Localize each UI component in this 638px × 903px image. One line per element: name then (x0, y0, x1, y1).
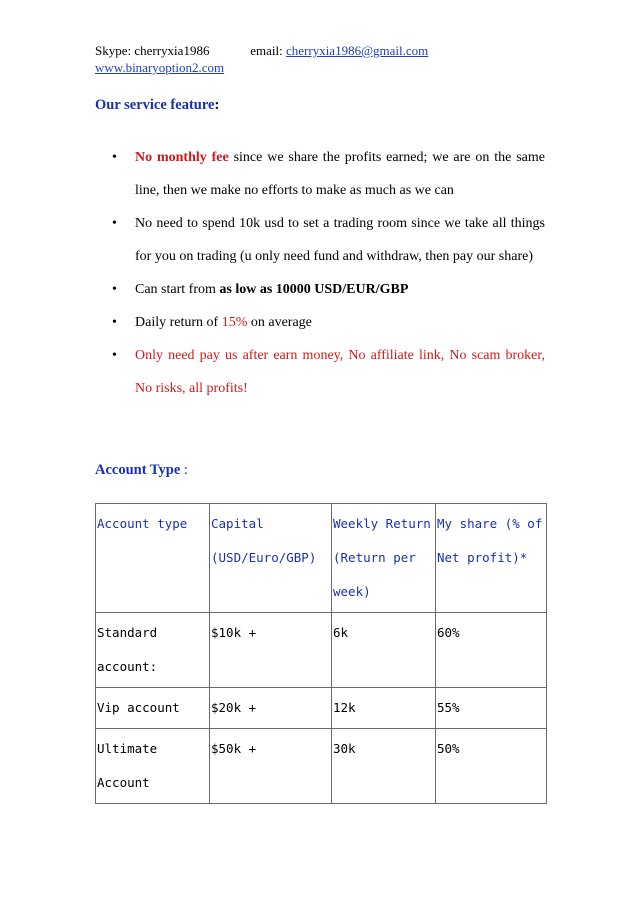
feature-text: Only need pay us after earn money, No affiliate link, No scam broker, No risks, all profits! (135, 348, 545, 396)
feature-item (95, 306, 545, 339)
bullet-icon: • (112, 150, 117, 165)
feature-item (95, 207, 545, 273)
feature-item (95, 339, 545, 405)
feature-text: on average (247, 315, 312, 330)
feature-text: No need to spend 10k usd to set a trading room since we take all things for you on trading (u only need fund and withdraw, then pay our share) (135, 216, 545, 264)
service-heading (95, 97, 219, 114)
table-row (96, 688, 547, 729)
table-cell: 50% (436, 729, 547, 804)
feature-text: Can start from (135, 282, 220, 297)
account-heading-colon: : (180, 462, 188, 478)
table-cell: 6k (332, 613, 436, 688)
table-row (96, 613, 547, 688)
column-header: Capital (USD/Euro/GBP) (210, 504, 332, 613)
skype-id: Skype: cherryxia1986 (95, 43, 210, 58)
table-cell: $20k + (210, 688, 332, 729)
table-cell: 30k (332, 729, 436, 804)
feature-list (95, 141, 545, 405)
bullet-icon: • (112, 315, 117, 330)
feature-item (95, 273, 545, 306)
column-header: Weekly Return (Return per week) (332, 504, 436, 613)
table-row (96, 729, 547, 804)
feature-item (95, 141, 545, 207)
table-cell: $50k + (210, 729, 332, 804)
table-cell: Vip account (96, 688, 210, 729)
service-heading-colon: : (214, 97, 220, 113)
feature-text: No monthly fee (135, 150, 229, 165)
table-cell: 55% (436, 688, 547, 729)
contact-block (95, 42, 428, 76)
email-link[interactable]: cherryxia1986@gmail.com (286, 43, 429, 58)
feature-text: as low as 10000 USD/EUR/GBP (219, 282, 409, 297)
table-cell: 60% (436, 613, 547, 688)
service-heading-text: Our service feature (95, 97, 215, 113)
column-header: Account type (96, 504, 210, 613)
bullet-icon: • (112, 282, 117, 297)
contact-row (95, 42, 428, 59)
feature-text: since we share the profits earned; we are on the same line, then we make no efforts to make as much as we can (135, 150, 545, 198)
account-heading (95, 462, 188, 479)
account-heading-text: Account Type (95, 462, 181, 478)
column-header: My share (% of Net profit)* (436, 504, 547, 613)
website-link[interactable]: www.binaryoption2.com (95, 60, 225, 75)
feature-text: 15% (221, 315, 248, 330)
table-cell: Standard account: (96, 613, 210, 688)
email-label: email: (250, 43, 286, 58)
table-header-row (96, 504, 547, 613)
account-table (95, 503, 547, 804)
bullet-icon: • (112, 348, 117, 363)
table-cell: 12k (332, 688, 436, 729)
bullet-icon: • (112, 216, 117, 231)
feature-text: Daily return of (135, 315, 222, 330)
table-cell: Ultimate Account (96, 729, 210, 804)
table-cell: $10k + (210, 613, 332, 688)
